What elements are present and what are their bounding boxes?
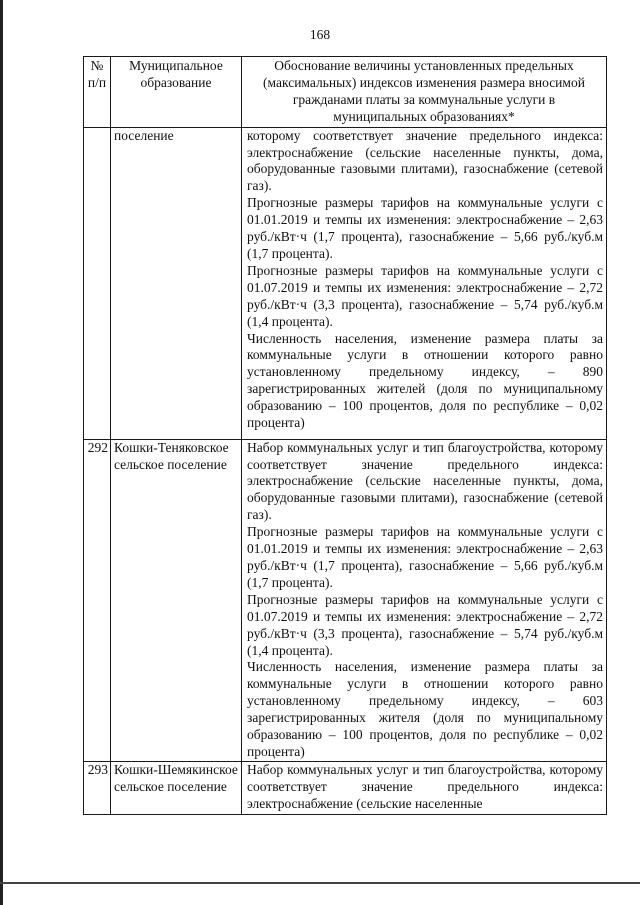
row-description (242, 127, 607, 439)
description-paragraph: которому соответствует значение предельного индекса: электроснабжение (сельские населенные пункты, дома, оборудованные газовыми плитами), газоснабжение (сетевой газ). (247, 127, 603, 194)
description-paragraph: Прогнозные размеры тарифов на коммунальные услуги с 01.07.2019 и темпы их изменения: электроснабжение – 2,72 руб./кВт·ч (3,3 процента), газоснабжение – 5,74 руб./куб.м (1,4 процента). (247, 591, 603, 658)
row-municipality: поселение (111, 127, 242, 439)
header-number: № п/п (84, 57, 111, 128)
row-description (242, 761, 607, 814)
description-paragraph: Численность населения, изменение размера платы за коммунальные услуги в отношении которого равно установленному предельному индексу, – 890 зарегистрированных жителей (доля по муниципальному образованию – 100 процентов, доля по республике – 0,02 процента) (247, 330, 603, 431)
row-municipality: Кошки-Теняковское сельское поселение (111, 439, 242, 761)
row-municipality (111, 761, 242, 814)
scan-edge-bottom (0, 882, 640, 884)
scan-edge-left (0, 0, 3, 905)
description-paragraph: Прогнозные размеры тарифов на коммунальные услуги с 01.07.2019 и темпы их изменения: электроснабжение – 2,72 руб./кВт·ч (3,3 процента), газоснабжение – 5,74 руб./куб.м (1,4 процента). (247, 262, 603, 329)
description-paragraph: Прогнозные размеры тарифов на коммунальные услуги с 01.01.2019 и темпы их изменения: электроснабжение – 2,63 руб./кВт·ч (1,7 процента), газоснабжение – 5,66 руб./куб.м (1,7 процента). (247, 524, 603, 590)
row-number (84, 127, 111, 439)
table-header-row (84, 57, 607, 128)
page-number: 168 (309, 27, 331, 42)
row-number: 293 (84, 761, 111, 814)
table-row (84, 439, 607, 761)
table-row (84, 761, 607, 814)
row-municipality-text: Кошки-Шемякинское сельское поселение (114, 761, 238, 794)
description-paragraph: Прогнозные размеры тарифов на коммунальные услуги с 01.01.2019 и темпы их изменения: электроснабжение – 2,63 руб./кВт·ч (1,7 процента), газоснабжение – 5,66 руб./куб.м (1,7 процента). (247, 195, 603, 261)
row-description (242, 439, 607, 761)
description-paragraph: Набор коммунальных услуг и тип благоустройства, которому соответствует значение предельного индекса: электроснабжение (сельские населенные пункты, дома, оборудованные газовыми плитами), газоснабжение (сетевой газ). (247, 439, 603, 523)
header-municipality: Муниципальное образование (111, 57, 242, 128)
description-paragraph: Численность населения, изменение размера платы за коммунальные услуги в отношении которого равно установленному предельному индексу, – 603 зарегистрированных жителя (доля по муниципальному образованию – 100 процентов, доля по республике – 0,02 процента) (247, 659, 603, 759)
header-description: Обоснование величины установленных предельных (максимальных) индексов изменения размера вносимой гражданами платы за коммунальные услуги в муниципальных образованиях* (242, 57, 607, 128)
description-paragraph: Набор коммунальных услуг и тип благоустройства, которому соответствует значение предельного индекса: электроснабжение (сельские населенные (247, 761, 603, 811)
table-row (84, 127, 607, 439)
tariff-table (83, 56, 607, 815)
row-number: 292 (84, 439, 111, 761)
